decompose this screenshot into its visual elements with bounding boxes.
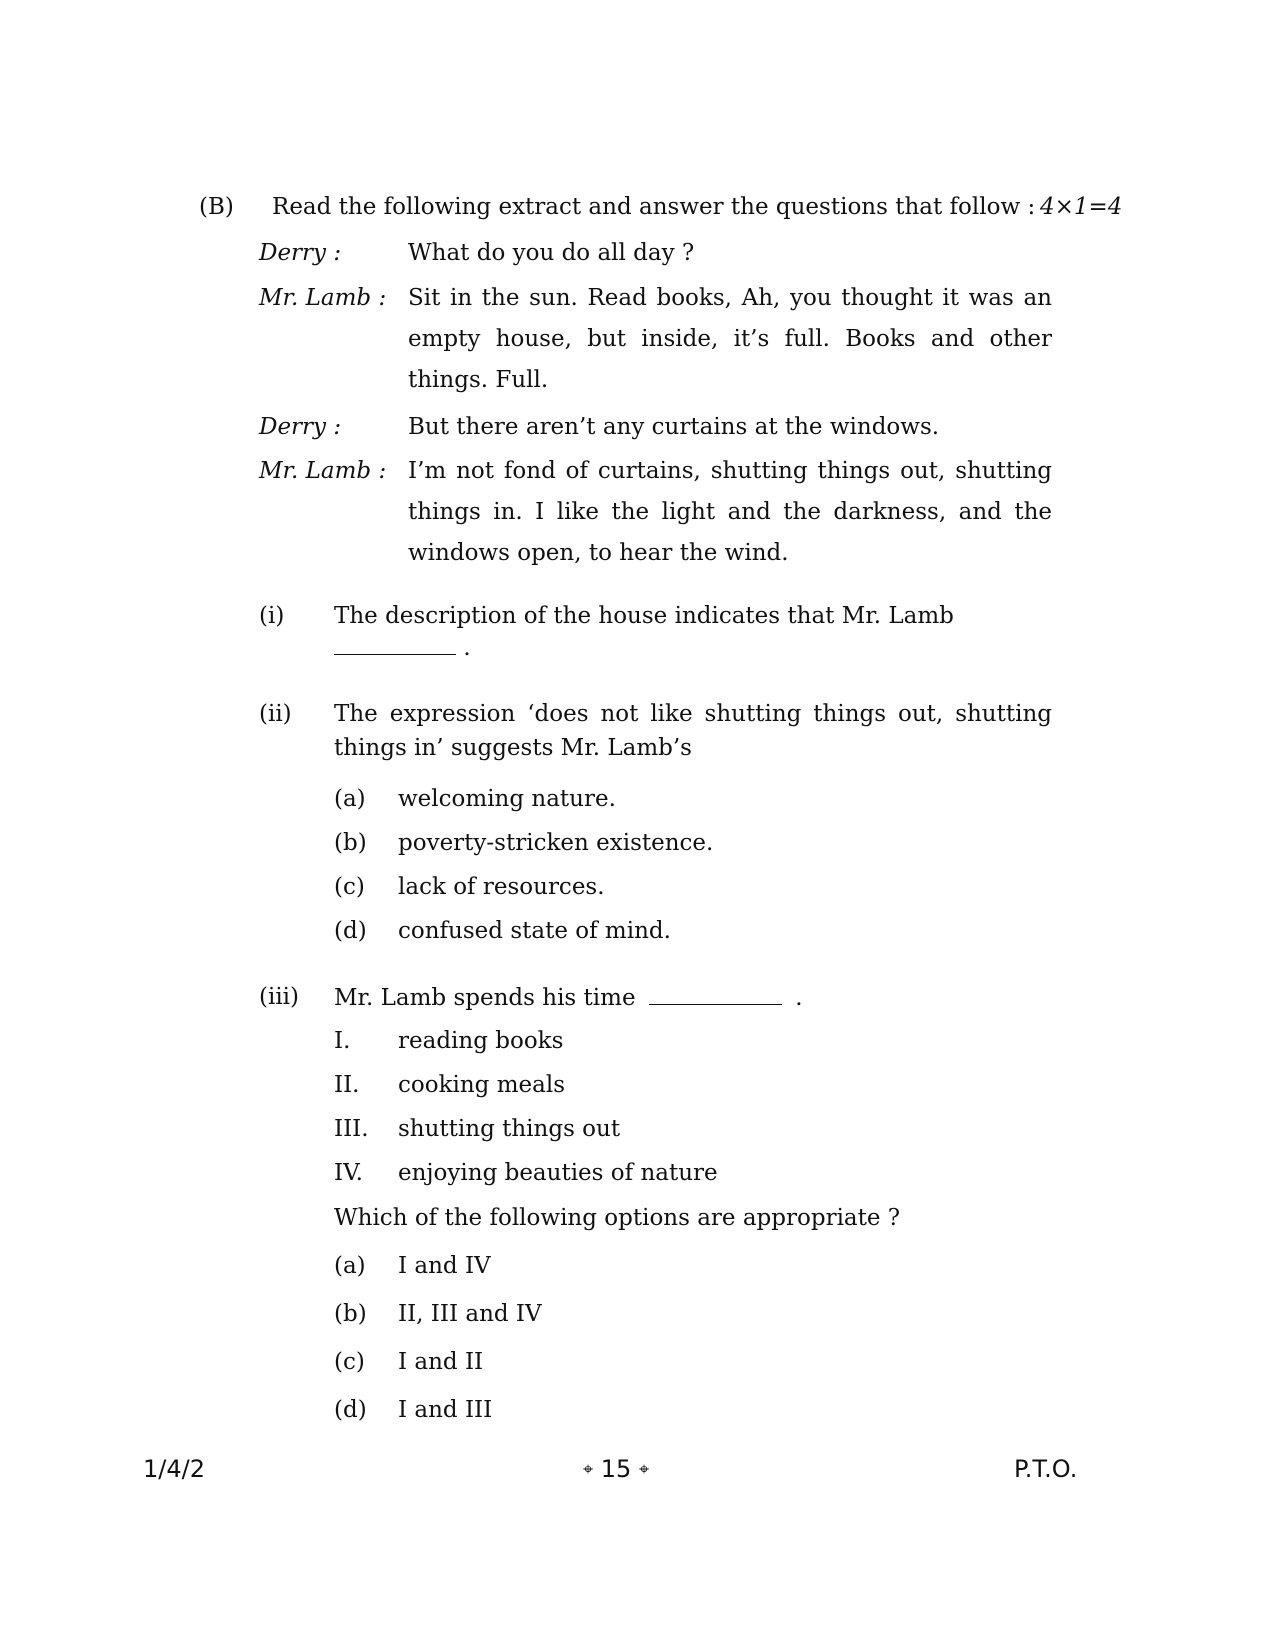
question-tail: . [463, 635, 471, 661]
dialogue-line: But there aren’t any curtains at the windows. [408, 414, 940, 440]
option-label: (b) [334, 830, 367, 856]
option-text: I and III [398, 1397, 493, 1423]
speaker-label: Mr. Lamb : [259, 458, 387, 484]
option-text: poverty-stricken existence. [398, 830, 714, 856]
question-prompt: Which of the following options are appropriate ? [334, 1205, 901, 1231]
pto-label: P.T.O. [1014, 1455, 1078, 1483]
page-number [583, 1455, 649, 1483]
option-text: lack of resources. [398, 874, 605, 900]
question-text: The expression ‘does not like shutting things out, shutting things in’ suggests Mr. Lamb’s [334, 701, 1052, 761]
answer-blank-line [334, 632, 471, 663]
blank [649, 982, 782, 1005]
option-label: (d) [334, 918, 367, 944]
section-instruction: Read the following extract and answer the questions that follow : [272, 194, 1036, 220]
option-text: II, III and IV [398, 1301, 542, 1327]
statement-label: I. [334, 1028, 351, 1054]
option-label: (a) [334, 1253, 366, 1279]
option-label: (b) [334, 1301, 367, 1327]
question-number: (ii) [259, 701, 292, 727]
statement-text: cooking meals [398, 1072, 566, 1098]
dialogue-line: I’m not fond of curtains, shutting things out, shutting things in. I like the light and the darkness, and the windows open, to hear the wind. [408, 458, 1052, 566]
option-label: (c) [334, 1349, 365, 1375]
option-label: (d) [334, 1397, 367, 1423]
option-text: welcoming nature. [398, 786, 616, 812]
ornament-left-icon: ⌖ [583, 1459, 594, 1480]
paper-code: 1/4/2 [143, 1455, 205, 1483]
option-label: (a) [334, 786, 366, 812]
statement-label: IV. [334, 1160, 363, 1186]
statement-text: enjoying beauties of nature [398, 1160, 718, 1186]
section-label: (B) [199, 194, 234, 220]
question-tail: . [795, 985, 803, 1011]
option-text: I and II [398, 1349, 484, 1375]
statement-label: II. [334, 1072, 360, 1098]
section-marks: 4×1=4 [1040, 194, 1123, 220]
question-number: (i) [259, 603, 285, 629]
question-text [334, 982, 803, 1013]
option-text: confused state of mind. [398, 918, 671, 944]
dialogue-line: Sit in the sun. Read books, Ah, you thought it was an empty house, but inside, it’s full. Books and other things. Full. [408, 285, 1052, 393]
speaker-label: Derry : [259, 240, 342, 266]
page-number-value: 15 [600, 1455, 632, 1483]
statement-label: III. [334, 1116, 369, 1142]
question-text-body: Mr. Lamb spends his time [334, 985, 636, 1011]
question-number: (iii) [259, 984, 300, 1010]
statement-text: reading books [398, 1028, 564, 1054]
option-text: I and IV [398, 1253, 491, 1279]
blank [334, 632, 456, 655]
speaker-label: Derry : [259, 414, 342, 440]
option-label: (c) [334, 874, 365, 900]
question-text: The description of the house indicates that Mr. Lamb [334, 603, 954, 629]
ornament-right-icon: ⌖ [638, 1459, 650, 1480]
statement-text: shutting things out [398, 1116, 621, 1142]
dialogue-line: What do you do all day ? [408, 240, 695, 266]
speaker-label: Mr. Lamb : [259, 285, 387, 311]
